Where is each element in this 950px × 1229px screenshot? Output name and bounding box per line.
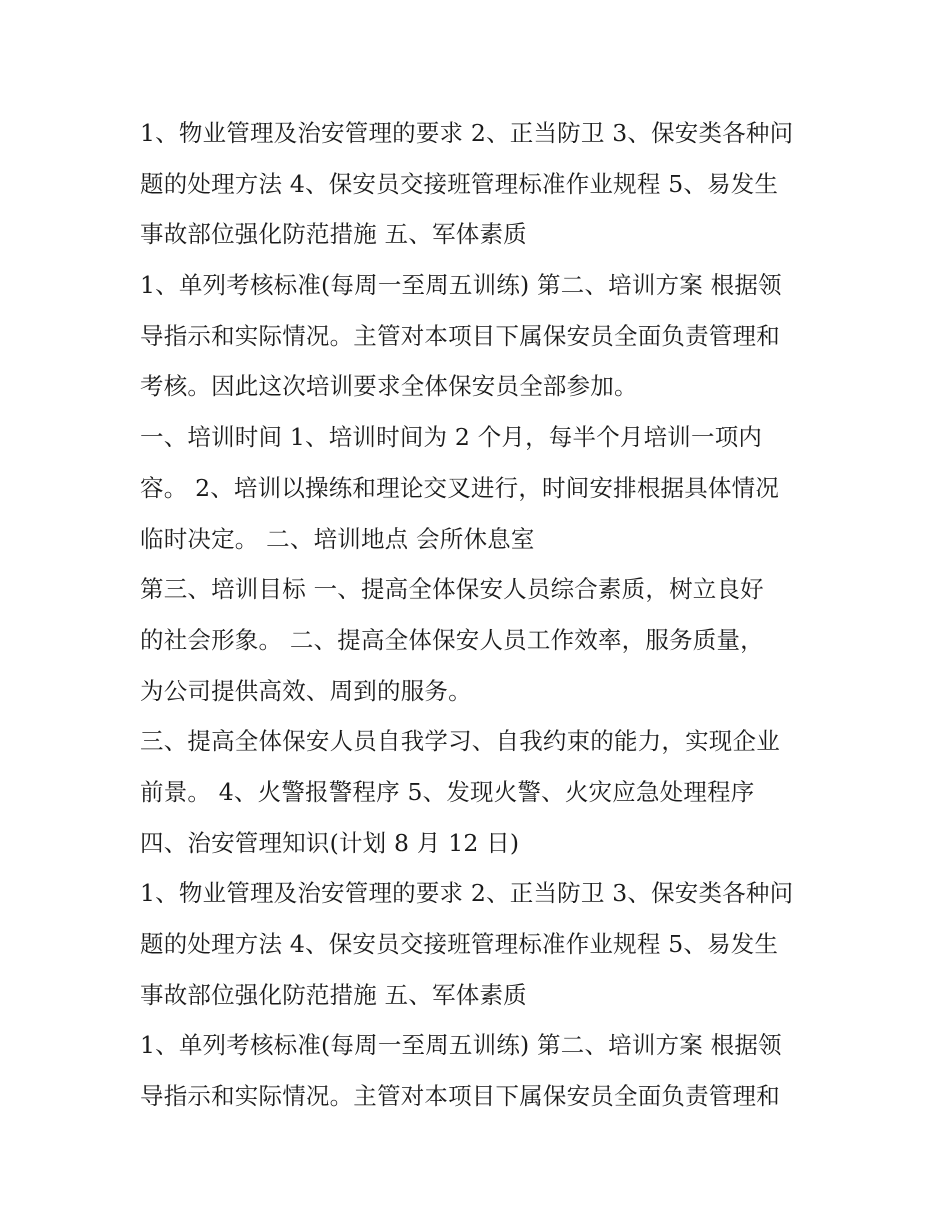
text-line: 第三、培训目标 一、提高全体保安人员综合素质，树立良好 <box>140 575 764 604</box>
text-line: 一、培训时间 1、培训时间为 2 个月，每半个月培训一项内 <box>140 423 763 452</box>
text-line: 1、单列考核标准(每周一至周五训练) 第二、培训方案 根据领 <box>140 1031 782 1060</box>
text-line: 事故部位强化防范措施 五、军体素质 <box>140 980 527 1009</box>
text-line: 1、物业管理及治安管理的要求 2、正当防卫 3、保安类各种问 <box>140 879 794 908</box>
text-line: 容。 2、培训以操练和理论交叉进行，时间安排根据具体情况 <box>140 473 780 502</box>
text-line: 为公司提供高效、周到的服务。 <box>140 676 472 705</box>
text-line: 前景。 4、火警报警程序 5、发现火警、火灾应急处理程序 <box>140 777 755 806</box>
text-line: 四、治安管理知识(计划 8 月 12 日) <box>140 828 520 857</box>
text-line: 导指示和实际情况。主管对本项目下属保安员全面负责管理和 <box>140 1082 780 1111</box>
text-line: 1、物业管理及治安管理的要求 2、正当防卫 3、保安类各种问 <box>140 119 794 147</box>
text-line: 事故部位强化防范措施 五、军体素质 <box>140 220 527 249</box>
document-body <box>140 108 820 1122</box>
text-line: 1、单列考核标准(每周一至周五训练) 第二、培训方案 根据领 <box>140 271 782 300</box>
text-line: 三、提高全体保安人员自我学习、自我约束的能力，实现企业 <box>140 727 780 756</box>
text-line: 题的处理方法 4、保安员交接班管理标准作业规程 5、易发生 <box>140 930 779 958</box>
text-line: 题的处理方法 4、保安员交接班管理标准作业规程 5、易发生 <box>140 169 779 198</box>
text-line: 导指示和实际情况。主管对本项目下属保安员全面负责管理和 <box>140 321 780 350</box>
text-line: 的社会形象。 二、提高全体保安人员工作效率，服务质量， <box>140 625 764 654</box>
text-line: 考核。因此这次培训要求全体保安员全部参加。 <box>140 372 638 401</box>
text-line: 临时决定。 二、培训地点 会所休息室 <box>140 524 535 553</box>
